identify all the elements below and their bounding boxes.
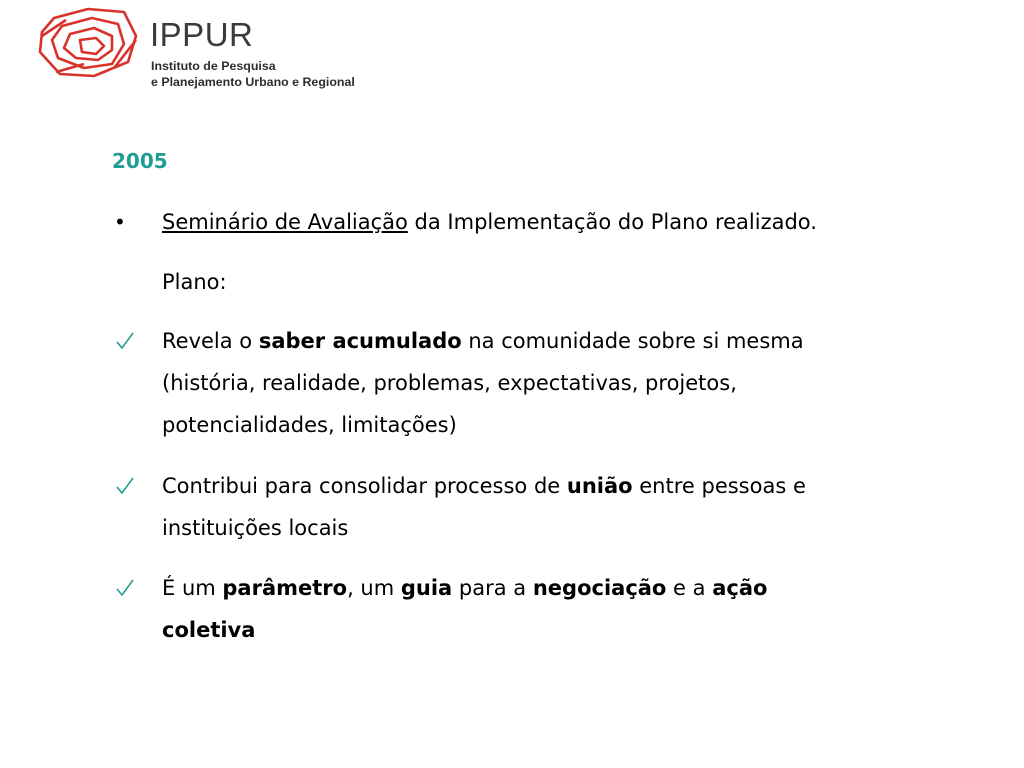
check-line: É um parâmetro, um guia para a negociação e a ação — [162, 576, 768, 600]
seminar-link[interactable]: Seminário de Avaliação — [162, 210, 408, 234]
logo-name: IPPUR — [150, 16, 254, 53]
check-line: (história, realidade, problemas, expectativas, projetos, — [162, 371, 737, 395]
logo-subtitle-line1: Instituto de Pesquisa — [151, 59, 276, 73]
checkmark-icon — [114, 568, 136, 609]
bullet-rest: da Implementação do Plano realizado. — [407, 210, 817, 234]
ippur-logo — [36, 6, 396, 98]
checkmark-icon — [114, 321, 136, 362]
check-line: Contribui para consolidar processo de união entre pessoas e — [162, 474, 806, 498]
year-heading: 2005 — [112, 149, 168, 173]
emphasis: saber acumulado — [258, 329, 462, 353]
plano-label: Plano: — [162, 270, 227, 294]
check-line — [162, 610, 962, 651]
bullet-marker: • — [114, 210, 126, 234]
emphasis: coletiva — [162, 618, 256, 642]
emphasis: parâmetro — [222, 576, 348, 600]
emphasis: negociação — [532, 576, 667, 600]
emphasis: guia — [400, 576, 453, 600]
check-line: potencialidades, limitações) — [162, 413, 457, 437]
ippur-emblem-icon — [36, 6, 140, 80]
logo-subtitle-line2: e Planejamento Urbano e Regional — [151, 75, 355, 89]
check-line: Revela o saber acumulado na comunidade sobre si mesma — [162, 329, 804, 353]
checkmark-icon — [114, 466, 136, 507]
emphasis: ação — [712, 576, 768, 600]
check-line: instituições locais — [162, 516, 349, 540]
emphasis: união — [566, 474, 633, 498]
bullet-text — [162, 202, 962, 243]
